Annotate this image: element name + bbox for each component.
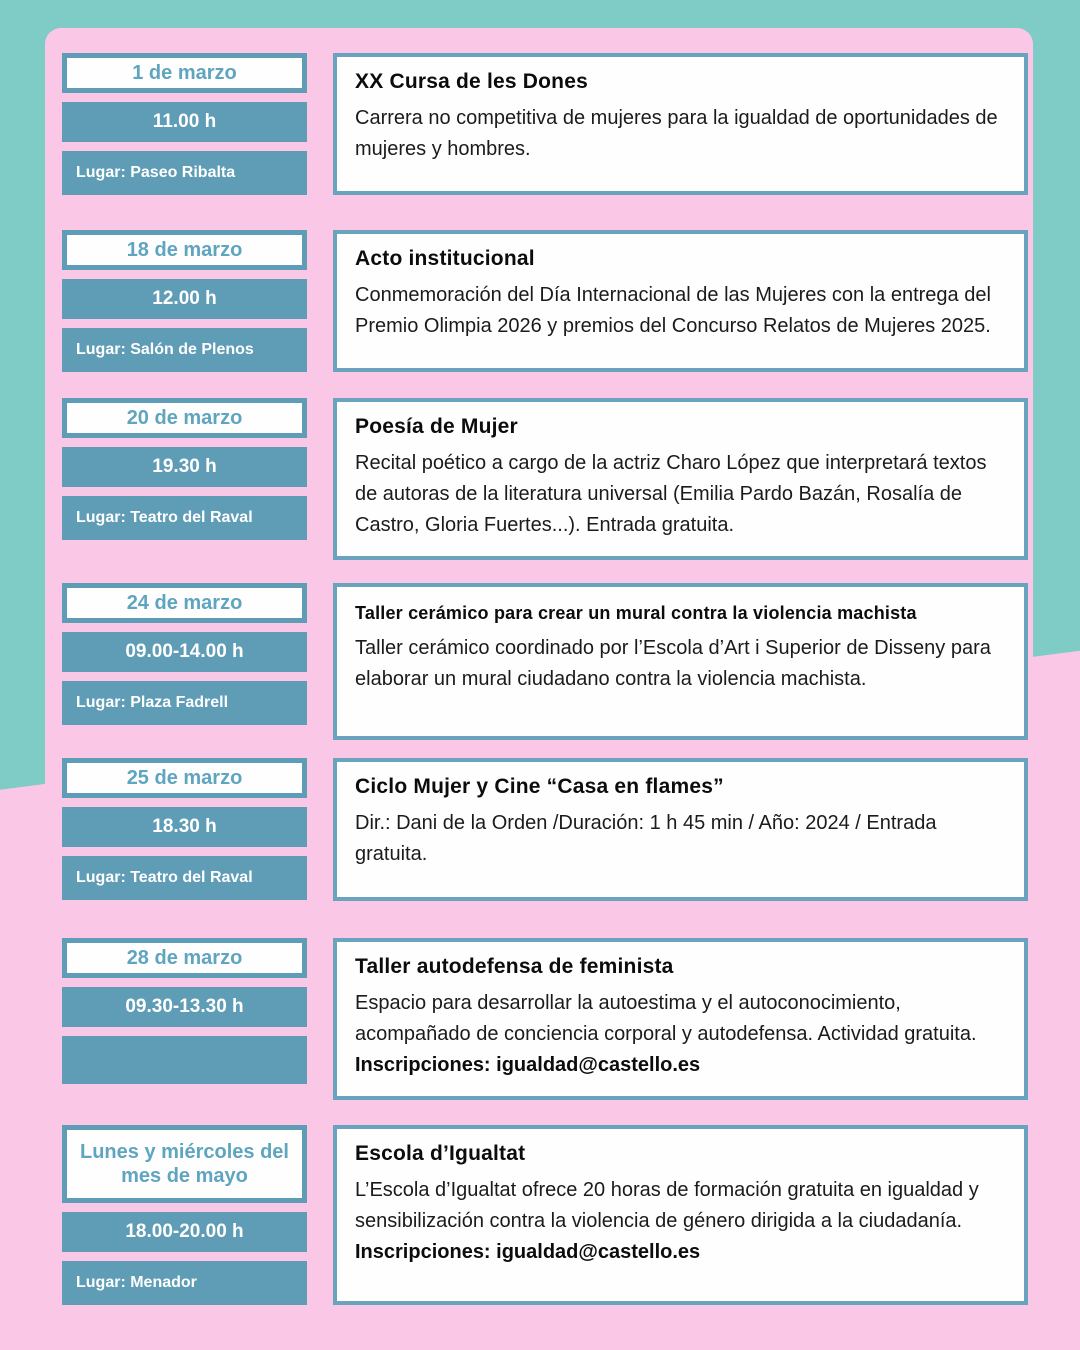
event-title: XX Cursa de les Dones — [355, 70, 588, 93]
description-text: Espacio para desarrollar la autoestima y el autoconocimiento, acompañado de conciencia corporal y autodefensa. Actividad gratuita. — [355, 992, 977, 1045]
event-card — [333, 53, 1028, 195]
date-label: Lunes y miércoles del mes de mayo — [67, 1130, 302, 1198]
description-text: Taller cerámico coordinado por l’Escola d’Art i Superior de Disseny para elaborar un mural ciudadano contra la violencia machista. — [355, 637, 991, 690]
date-box — [62, 583, 307, 623]
date-label: 20 de marzo — [67, 403, 302, 433]
event-meta-column — [62, 230, 307, 372]
date-box — [62, 53, 307, 93]
time-box: 12.00 h — [62, 279, 307, 319]
event-title: Taller cerámico para crear un mural contra la violencia machista — [355, 603, 917, 623]
description-text: Conmemoración del Día Internacional de las Mujeres con la entrega del Premio Olimpia 2026 y premios del Concurso Relatos de Mujeres 2025. — [355, 284, 991, 337]
date-label: 24 de marzo — [67, 588, 302, 618]
event-row — [62, 938, 1028, 1100]
event-card — [333, 398, 1028, 560]
event-description — [355, 1175, 1006, 1268]
description-bold-text: Inscripciones: igualdad@castello.es — [355, 1054, 701, 1076]
description-text: Dir.: Dani de la Orden /Duración: 1 h 45 min / Año: 2024 / Entrada gratuita. — [355, 812, 937, 865]
event-title: Escola d’Igualtat — [355, 1142, 526, 1165]
event-meta-column — [62, 1125, 307, 1305]
time-box: 19.30 h — [62, 447, 307, 487]
location-box: Lugar: Plaza Fadrell — [62, 681, 307, 725]
date-label: 25 de marzo — [67, 763, 302, 793]
location-box-empty — [62, 1036, 307, 1084]
event-title: Ciclo Mujer y Cine “Casa en flames” — [355, 775, 724, 798]
location-box: Lugar: Teatro del Raval — [62, 856, 307, 900]
event-title: Poesía de Mujer — [355, 415, 518, 438]
time-box: 09.30-13.30 h — [62, 987, 307, 1027]
date-label: 18 de marzo — [67, 235, 302, 265]
event-description — [355, 280, 1006, 342]
event-meta-column — [62, 398, 307, 560]
description-text: Recital poético a cargo de la actriz Charo López que interpretará textos de autoras de la literatura universal (Emilia Pardo Bazán, Rosalía de Castro, Gloria Fuertes...). Entrada gratuita. — [355, 452, 987, 536]
date-box — [62, 758, 307, 798]
event-meta-column — [62, 758, 307, 901]
event-meta-column — [62, 583, 307, 740]
location-box: Lugar: Menador — [62, 1261, 307, 1305]
event-meta-column — [62, 938, 307, 1100]
event-card — [333, 758, 1028, 901]
time-box: 09.00-14.00 h — [62, 632, 307, 672]
location-box: Lugar: Teatro del Raval — [62, 496, 307, 540]
event-card — [333, 230, 1028, 372]
location-box: Lugar: Paseo Ribalta — [62, 151, 307, 195]
location-box: Lugar: Salón de Plenos — [62, 328, 307, 372]
event-row — [62, 53, 1028, 195]
event-card — [333, 1125, 1028, 1305]
time-box: 18.00-20.00 h — [62, 1212, 307, 1252]
date-box — [62, 938, 307, 978]
event-title: Taller autodefensa de feminista — [355, 955, 674, 978]
date-box — [62, 398, 307, 438]
date-box — [62, 1125, 307, 1203]
event-description — [355, 808, 1006, 870]
event-meta-column — [62, 53, 307, 195]
time-box: 18.30 h — [62, 807, 307, 847]
event-row — [62, 230, 1028, 372]
event-row — [62, 398, 1028, 560]
description-bold-text: Inscripciones: igualdad@castello.es — [355, 1241, 701, 1263]
event-description — [355, 633, 1006, 695]
event-title: Acto institucional — [355, 247, 535, 270]
event-description — [355, 103, 1006, 165]
date-label: 1 de marzo — [67, 58, 302, 88]
event-row — [62, 758, 1028, 901]
event-description — [355, 988, 1006, 1081]
date-label: 28 de marzo — [67, 943, 302, 973]
event-row — [62, 583, 1028, 740]
description-text: Carrera no competitiva de mujeres para la igualdad de oportunidades de mujeres y hombres. — [355, 107, 998, 160]
event-row — [62, 1125, 1028, 1305]
time-box: 11.00 h — [62, 102, 307, 142]
description-text: L’Escola d’Igualtat ofrece 20 horas de formación gratuita en igualdad y sensibilización contra la violencia de género dirigida a la ciudadanía. — [355, 1179, 979, 1232]
event-card — [333, 583, 1028, 740]
event-card — [333, 938, 1028, 1100]
date-box — [62, 230, 307, 270]
event-description — [355, 448, 1006, 541]
